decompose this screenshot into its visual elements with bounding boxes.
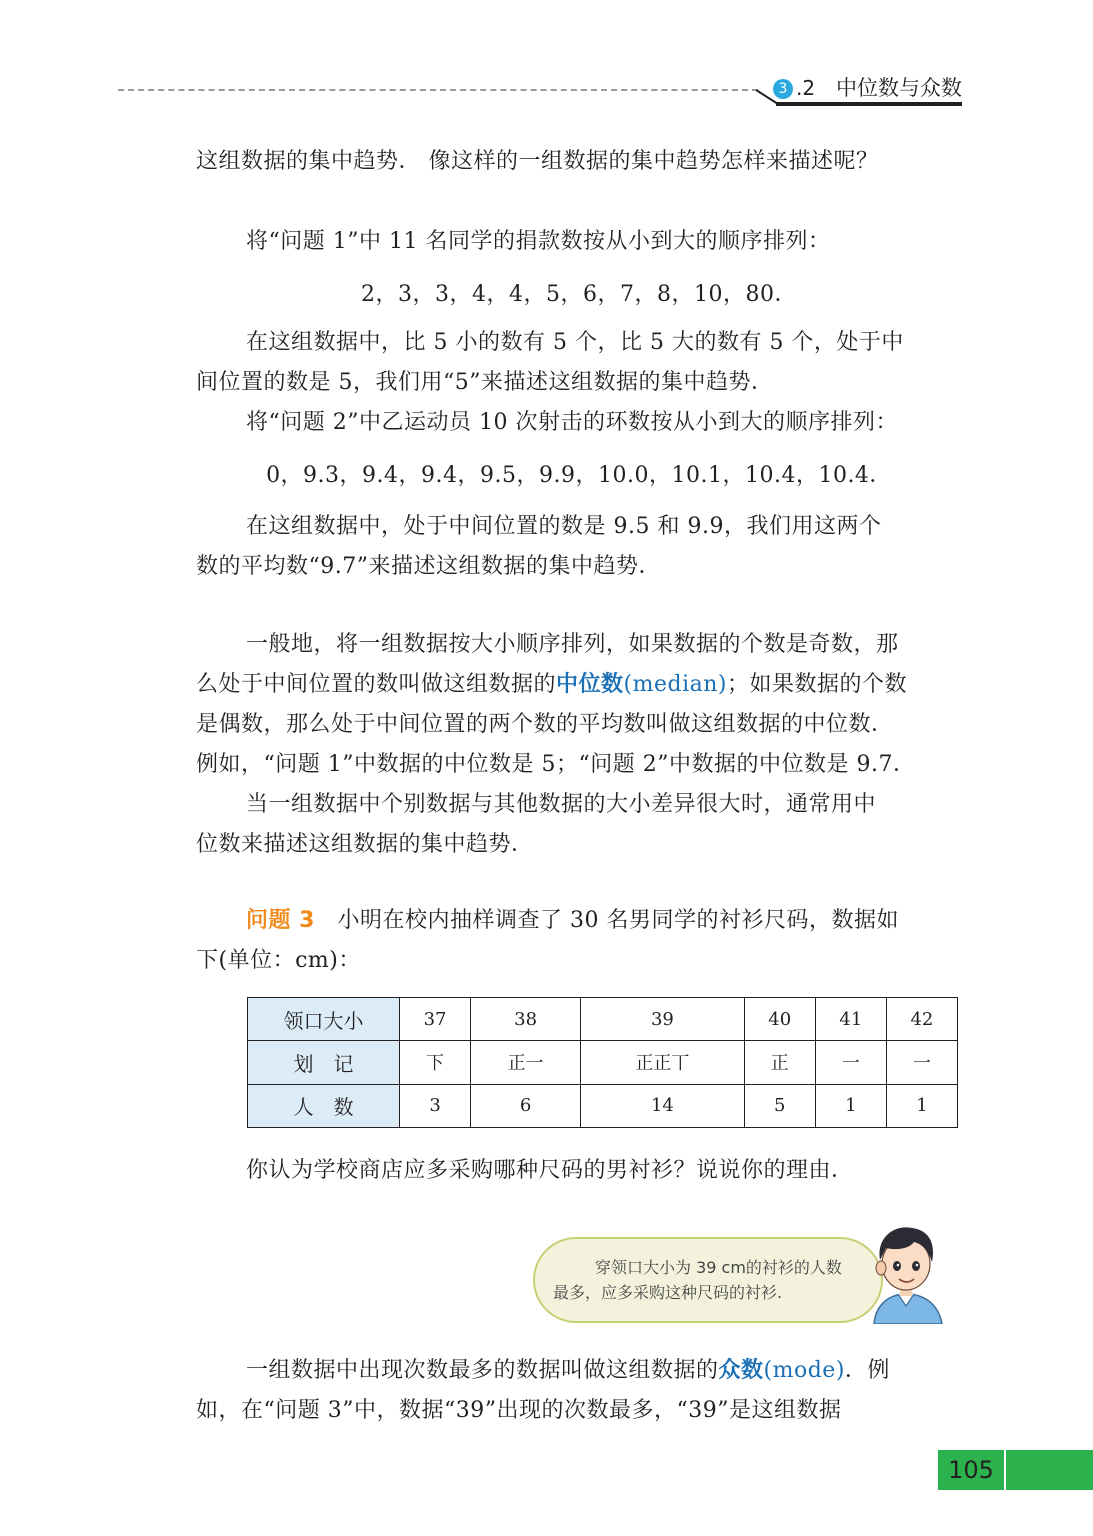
table-row: [248, 1041, 958, 1084]
problem3-line2: 下(单位：cm)：: [196, 948, 361, 973]
tally-cell: 一: [886, 1041, 957, 1084]
definition-median-line2: [196, 666, 907, 704]
table-cell: 5: [744, 1084, 815, 1127]
definition-median-line1: 一般地，将一组数据按大小顺序排列，如果数据的个数是奇数，那: [246, 632, 899, 657]
definition-mode-line2: 如，在“问题 3”中，数据“39”出现的次数最多，“39”是这组数据: [196, 1398, 842, 1423]
definition-median-line3: 是偶数，那么处于中间位置的两个数的平均数叫做这组数据的中位数．: [196, 712, 894, 737]
table-cell: 1: [886, 1084, 957, 1127]
speech-line-2: 最多，应多采购这种尺码的衬衫.: [553, 1283, 783, 1302]
term-mode-english: (mode): [763, 1358, 845, 1383]
paragraph-median-odd-line1: 在这组数据中，比 5 小的数有 5 个，比 5 大的数有 5 个，处于中: [246, 330, 904, 355]
paragraph-problem2-sort: 将“问题 2”中乙运动员 10 次射击的环数按从小到大的顺序排列：: [246, 410, 898, 435]
table-cell: 39: [581, 998, 745, 1041]
table-row: [248, 1084, 958, 1127]
tally-cell: 正一: [471, 1041, 581, 1084]
chapter-badge: 3: [773, 79, 793, 99]
chapter-title: 中位数与众数: [836, 76, 962, 100]
tally-cell: 正: [744, 1041, 815, 1084]
row-header-size: 领口大小: [248, 998, 400, 1041]
row-header-tally: 划 记: [248, 1041, 400, 1084]
definition-text: ；如果数据的个数: [726, 672, 907, 697]
table-cell: 42: [886, 998, 957, 1041]
definition-median-line4: 例如，“问题 1”中数据的中位数是 5；“问题 2”中数据的中位数是 9.7．: [196, 752, 916, 777]
tally-cell: 一: [815, 1041, 886, 1084]
tally-cell: 正正丅: [581, 1041, 745, 1084]
paragraph-median-even-line1: 在这组数据中，处于中间位置的数是 9.5 和 9.9，我们用这两个: [246, 514, 882, 539]
header-underline: [776, 102, 962, 106]
shirt-size-table: [247, 997, 958, 1128]
boy-avatar-icon: [864, 1220, 948, 1324]
paragraph-intro: 这组数据的集中趋势． 像这样的一组数据的集中趋势怎样来描述呢？: [196, 149, 879, 174]
problem3-line1: [246, 902, 899, 940]
table-cell: 40: [744, 998, 815, 1041]
tally-cell: 下: [400, 1041, 471, 1084]
term-median: 中位数: [556, 672, 624, 697]
speech-bubble-text: [553, 1255, 873, 1305]
table-row: [248, 998, 958, 1041]
term-median-english: (median): [623, 672, 727, 697]
table-cell: 37: [400, 998, 471, 1041]
term-mode: 众数: [718, 1358, 764, 1383]
table-cell: 6: [471, 1084, 581, 1127]
definition-mode-line1: [246, 1352, 890, 1390]
paragraph-median-usage-line1: 当一组数据中个别数据与其他数据的大小差异很大时，通常用中: [246, 792, 877, 817]
problem3-text: 小明在校内抽样调查了 30 名男同学的衬衫尺码，数据如: [337, 908, 899, 933]
chapter-section-number: .2: [796, 76, 816, 100]
table-cell: 14: [581, 1084, 745, 1127]
problem3-label: 问题 3: [246, 908, 315, 933]
table-cell: 41: [815, 998, 886, 1041]
definition-text: 么处于中间位置的数叫做这组数据的: [196, 672, 557, 697]
row-header-count: 人 数: [248, 1084, 400, 1127]
data-list-problem1: 2，3，3，4，4，5，6，7，8，10，80．: [361, 282, 797, 307]
paragraph-median-usage-line2: 位数来描述这组数据的集中趋势．: [196, 832, 534, 857]
paragraph-median-even-line2: 数的平均数“9.7”来描述这组数据的集中趋势．: [196, 554, 661, 579]
data-list-problem2: 0，9.3，9.4，9.4，9.5，9.9，10.0，10.1，10.4，10.4．: [266, 463, 892, 488]
page-number-bar: [1006, 1450, 1093, 1490]
question-which-size: 你认为学校商店应多采购哪种尺码的男衬衫？说说你的理由．: [246, 1158, 854, 1183]
table-cell: 38: [471, 998, 581, 1041]
table-cell: 3: [400, 1084, 471, 1127]
page-number: 105: [938, 1450, 1004, 1490]
definition-text: ．例: [844, 1358, 890, 1383]
speech-line-1: 穿领口大小为 39 cm的衬衫的人数: [595, 1258, 842, 1277]
paragraph-problem1-sort: 将“问题 1”中 11 名同学的捐款数按从小到大的顺序排列：: [246, 229, 831, 254]
header-dashed-rule: [118, 89, 758, 91]
table-cell: 1: [815, 1084, 886, 1127]
paragraph-median-odd-line2: 间位置的数是 5，我们用“5”来描述这组数据的集中趋势．: [196, 370, 774, 395]
definition-text: 一组数据中出现次数最多的数据叫做这组数据的: [246, 1358, 719, 1383]
